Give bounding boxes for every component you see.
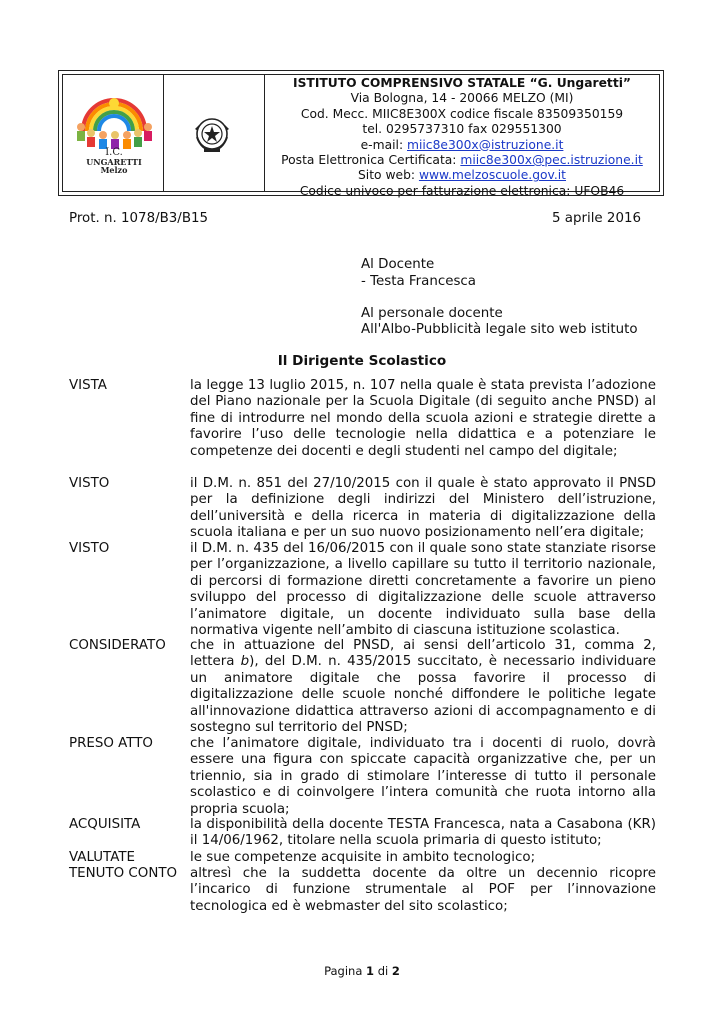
logo-city: Melzo: [100, 165, 128, 175]
letter-date: 5 aprile 2016: [552, 211, 642, 226]
document-title: Il Dirigente Scolastico: [277, 353, 447, 369]
footer-middle: di: [374, 964, 392, 978]
clause-text: che l’animatore digitale, individuato tra i docenti di ruolo, dovrà essere una figura con spiccate capacità organizzative che, per un triennio, sia in grado di stimolare l’interesse di tutto il personale scolastico e di coinvolgere l’intera comunità che ruota intorno alla propria scuola;: [190, 736, 656, 817]
school-invoice-code: Codice univoco per fatturazione elettronica: UFOB46: [299, 183, 625, 198]
letterhead-box: [58, 70, 664, 196]
school-logo-cell: [63, 75, 164, 191]
clause-text: la disponibilità della docente TESTA Francesca, nata a Casabona (KR) il 14/06/1962, titolare nella scuola primaria di questo istituto;: [190, 817, 656, 849]
school-address: Via Bologna, 14 - 20066 MELZO (MI): [350, 91, 574, 106]
page-footer: [0, 964, 724, 978]
clause-text: le sue competenze acquisite in ambito tecnologico;: [190, 850, 536, 865]
email-link[interactable]: miic8e300x@istruzione.it: [407, 137, 564, 152]
italian-republic-emblem-icon: [189, 115, 235, 155]
school-logo: [71, 87, 157, 183]
school-pec-line: [265, 153, 659, 168]
clause-text-italic: b: [240, 654, 250, 670]
clause-text: [190, 638, 656, 736]
recipient-line-1: Al Docente: [361, 257, 435, 272]
footer-prefix: Pagina: [324, 964, 367, 978]
school-codes: Cod. Mecc. MIIC8E300X codice fiscale 83509350159: [300, 106, 624, 121]
emblem-cell: [164, 75, 265, 191]
logo-ic: I.C.: [105, 147, 123, 158]
web-label: Sito web:: [357, 168, 419, 183]
email-label: e-mail:: [360, 137, 407, 152]
school-name: ISTITUTO COMPRENSIVO STATALE “G. Ungaretti”: [293, 76, 631, 90]
school-web-line: [265, 168, 659, 183]
pec-link[interactable]: miic8e300x@pec.istruzione.it: [460, 153, 643, 168]
clause-label: ACQUISITA: [69, 817, 141, 832]
recipient-line-4: All'Albo-Pubblicità legale sito web istituto: [361, 322, 638, 337]
clause-label: VISTO: [69, 476, 110, 491]
clause-label: TENUTO CONTO: [69, 866, 178, 881]
school-phone: tel. 0295737310 fax 029551300: [362, 122, 562, 137]
clause-label: PRESO ATTO: [69, 736, 153, 751]
clause-text: il D.M. n. 435 del 16/06/2015 con il quale sono state stanziate risorse per l’organizzazione, a livello capillare su tutto il territorio nazionale, di percorsi di formazione diretti concretamente a favorire un pieno sviluppo del processo di digitalizzazione delle scuole attraverso l’animatore digitale, un docente individuato sulla base della normativa vigente nell’ambito di ciascuna istituzione scolastica.: [190, 541, 656, 639]
recipient-line-2: - Testa Francesca: [361, 274, 476, 289]
footer-current-page: 1: [366, 964, 375, 978]
recipient-line-3: Al personale docente: [361, 306, 503, 321]
footer-total-pages: 2: [391, 964, 400, 978]
clause-text: altresì che la suddetta docente da oltre un decennio ricopre l’incarico di funzione strumentale al POF per l’innovazione tecnologica ed è webmaster del sito scolastico;: [190, 866, 656, 914]
logo-name: UNGARETTI: [86, 157, 142, 167]
letterhead-inner-border: [62, 74, 660, 198]
clause-label: VISTA: [69, 378, 107, 393]
school-info: [265, 75, 659, 198]
clause-label: VISTO: [69, 541, 110, 556]
school-email-line: [265, 138, 659, 153]
pec-label: Posta Elettronica Certificata:: [281, 153, 461, 168]
web-link[interactable]: www.melzoscuole.gov.it: [418, 168, 567, 183]
clause-label: VALUTATE: [69, 850, 135, 865]
school-logo-text: [71, 148, 157, 174]
protocol-number: Prot. n. 1078/B3/B15: [69, 211, 209, 226]
clause-text-part: ), del D.M. n. 435/2015 succitato, è necessario individuare un animatore digitale che possa favorire il processo di digitalizzazione delle scuole nonché diffondere le politiche legate all'innovazione didattica attraverso azioni di accompagnamento e di sostegno sul territorio del PNSD;: [190, 654, 657, 736]
clause-text: il D.M. n. 851 del 27/10/2015 con il quale è stato approvato il PNSD per la definizione degli indirizzi del Ministero dell’istruzione, dell’università e della ricerca in materia di digitalizzazione della scuola italiana e per un suo nuovo posizionamento nell’era digitale;: [190, 476, 656, 541]
clause-text: la legge 13 luglio 2015, n. 107 nella quale è stata prevista l’adozione del Piano nazionale per la Scuola Digitale (di seguito anche PNSD) al fine di introdurre nel mondo della scuola azioni e strategie dirette a favorire l’uso delle tecnologie nella didattica e a potenziare le competenze dei docenti e degli studenti nel campo del digitale;: [190, 378, 656, 459]
clause-text-part: che in attuazione del PNSD, ai sensi dell’articolo 31, comma 2, lettera: [190, 638, 656, 670]
clause-label: CONSIDERATO: [69, 638, 166, 653]
rainbow-children-icon: [71, 87, 157, 153]
